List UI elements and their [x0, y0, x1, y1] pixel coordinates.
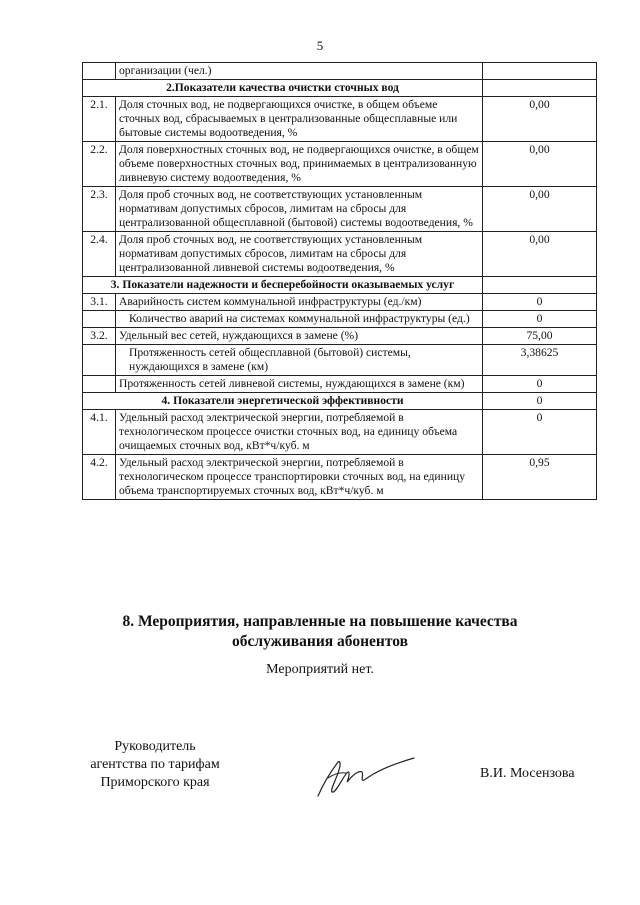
row-value: 0,95 [483, 455, 597, 500]
section-8-heading-line2: обслуживания абонентов [232, 633, 408, 650]
row-number [83, 311, 116, 328]
row-number: 2.3. [83, 187, 116, 232]
row-indicator [116, 376, 483, 393]
row-indicator [116, 328, 483, 345]
row-indicator [116, 232, 483, 277]
section-header-row [83, 393, 597, 410]
section-value [483, 80, 597, 97]
row-value: 0,00 [483, 187, 597, 232]
row-number: 4.1. [83, 410, 116, 455]
row-indicator-text: Удельный вес сетей, нуждающихся в замене (%) [119, 329, 359, 342]
table-row [83, 97, 597, 142]
table-row [83, 328, 597, 345]
row-indicator [116, 97, 483, 142]
row-value: 0 [483, 376, 597, 393]
row-indicator-text: Протяженность сетей ливневой системы, нуждающихся в замене (км) [119, 377, 465, 390]
table-row [83, 294, 597, 311]
row-indicator-text: Аварийность систем коммунальной инфраструктуры (ед./км) [119, 295, 422, 308]
row-number: 2.2. [83, 142, 116, 187]
section-8-heading-line1: 8. Мероприятия, направленные на повышение качества [122, 613, 518, 630]
row-indicator-text: Доля поверхностных сточных вод, не подвергающихся очистке, в общем объеме поверхностных сточных вод, принимаемых в централизованную ливневую систему водоотведения, % [119, 143, 479, 184]
section-value: 0 [483, 393, 597, 410]
row-value: 0 [483, 410, 597, 455]
row-value: 0,00 [483, 142, 597, 187]
row-indicator [116, 187, 483, 232]
indicators-table-body [83, 63, 597, 500]
row-indicator [116, 294, 483, 311]
row-value [483, 63, 597, 80]
section-8-heading [0, 612, 640, 652]
section-8-text: Мероприятий нет. [266, 662, 374, 677]
row-number: 2.1. [83, 97, 116, 142]
signatory-position-line2: агентства по тарифам [90, 757, 220, 772]
row-indicator-text: Протяженность сетей общесплавной (бытовой) системы, нуждающихся в замене (км) [129, 346, 411, 373]
row-number: 4.2. [83, 455, 116, 500]
row-indicator [116, 63, 483, 80]
row-indicator [116, 345, 483, 376]
row-number: 2.4. [83, 232, 116, 277]
page-number: 5 [316, 38, 324, 53]
row-indicator-text: Количество аварий на системах коммунальной инфраструктуры (ед.) [129, 312, 470, 325]
section-value [483, 277, 597, 294]
table-row [83, 410, 597, 455]
row-value: 0,00 [483, 97, 597, 142]
row-indicator [116, 142, 483, 187]
row-indicator-text: Доля проб сточных вод, не соответствующих установленным нормативам допустимых сбросов, лимитам на сбросы для централизованной общесплавной (бытовой) системы водоотведения, % [119, 188, 473, 229]
row-value: 3,38625 [483, 345, 597, 376]
signatory-position-line3: Приморского края [100, 775, 210, 790]
signatory-position-line1: Руководитель [114, 739, 196, 754]
signatory-position [80, 738, 230, 792]
section-title: 4. Показатели энергетической эффективности [83, 393, 483, 410]
row-indicator [116, 455, 483, 500]
row-number: 3.1. [83, 294, 116, 311]
table-row [83, 311, 597, 328]
section-title: 2.Показатели качества очистки сточных вод [83, 80, 483, 97]
table-row [83, 142, 597, 187]
row-indicator [116, 410, 483, 455]
table-row [83, 63, 597, 80]
signatory-name: В.И. Мосензова [480, 766, 575, 781]
row-indicator [116, 311, 483, 328]
row-number [83, 63, 116, 80]
indicators-table [82, 62, 597, 500]
handwritten-signature [310, 752, 420, 802]
row-indicator-text: Доля сточных вод, не подвергающихся очистке, в общем объеме сточных вод, сбрасываемых в централизованные общесплавные или бытовые системы водоотведения, % [119, 98, 458, 139]
section-header-row [83, 277, 597, 294]
table-row [83, 232, 597, 277]
row-value: 0,00 [483, 232, 597, 277]
row-indicator-text: организации (чел.) [119, 64, 212, 77]
table-row [83, 187, 597, 232]
row-number: 3.2. [83, 328, 116, 345]
row-number [83, 345, 116, 376]
row-indicator-text: Удельный расход электрической энергии, потребляемой в технологическом процессе транспортировки сточных вод, на единицу объема транспортируемых сточных вод, кВт*ч/куб. м [119, 456, 466, 497]
row-value: 75,00 [483, 328, 597, 345]
row-indicator-text: Доля проб сточных вод, не соответствующих установленным нормативам допустимых сбросов, лимитам на сбросы для централизованной ливневой системы водоотведения, % [119, 233, 423, 274]
table-row [83, 345, 597, 376]
row-value: 0 [483, 294, 597, 311]
row-value: 0 [483, 311, 597, 328]
table-row [83, 455, 597, 500]
row-indicator-text: Удельный расход электрической энергии, потребляемой в технологическом процессе очистки сточных вод, на единицу объема очищаемых сточных вод, кВт*ч/куб. м [119, 411, 458, 452]
row-number [83, 376, 116, 393]
section-header-row [83, 80, 597, 97]
table-row [83, 376, 597, 393]
section-title: 3. Показатели надежности и бесперебойности оказываемых услуг [83, 277, 483, 294]
